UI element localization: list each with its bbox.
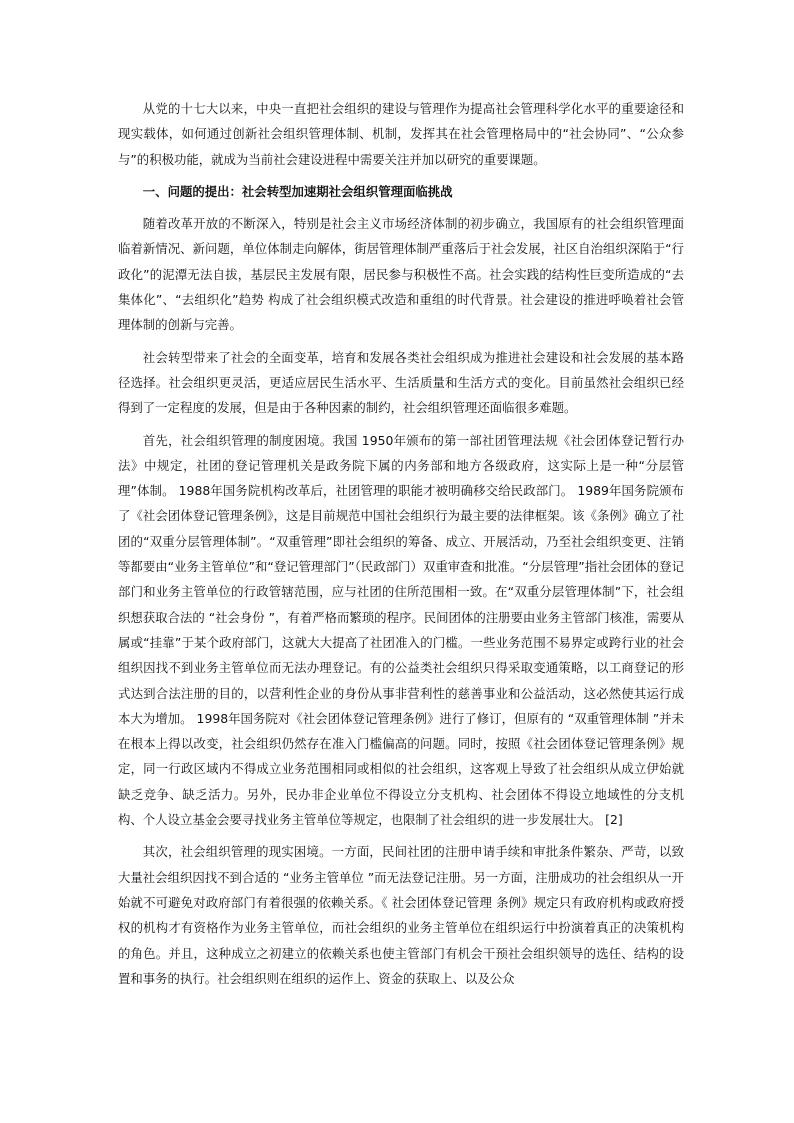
body-paragraph: 其次，社会组织管理的现实困境。一方面，民间社团的注册申请手续和审批条件繁杂、严苛，以致大量社会组织因找不到合适的 “业务主管单位 ”而无法登记注册。另一方面，注册成功的社会组织从一开始就不可避免对政府部门有着很强的依赖关系。《 社会团体登记管理 条例》规定只有政府机构或政府授权的机构才有资格作为业务主管单位，而社会组织的业务主管单位在组织运行中扮演着真正的决策机构的角色。并且，这种成立之初建立的依赖关系也使主管部门有机会干预社会组织领导的选任、结构的设置和事务的执行。社会组织则在组织的运作上、资金的获取上、以及公众	[118, 844, 684, 986]
document-page	[118, 96, 684, 998]
intro-paragraph: 从党的十七大以来，中央一直把社会组织的建设与管理作为提高社会管理科学化水平的重要途径和现实载体，如何通过创新社会组织管理体制、机制，发挥其在社会管理格局中的“社会协同”、“公众参与”的积极功能，就成为当前社会建设进程中需要关注并加以研究的重要课题。	[118, 101, 684, 167]
body-paragraph: 首先，社会组织管理的制度困境。我国 1950年颁布的第一部社团管理法规《社会团体登记暂行办法》中规定，社团的登记管理机关是政务院下属的内务部和地方各级政府，这实际上是一种“分层管理”体制。 1988年国务院机构改革后，社团管理的职能才被明确移交给民政部门。 1989年国务院颁布了《社会团体登记管理条例》，这是目前规范中国社会组织行为最主要的法律框架。该《条例》确立了社团的“双重分层管理体制”。“双重管理”即社会组织的筹备、成立、开展活动，乃至社会组织变更、注销等都要由“业务主管单位”和“登记管理部门”（民政部门）双重审查和批准。“分层管理”指社会团体的登记部门和业务主管单位的行政管辖范围，应与社团的住所范围相一致。在“双重分层管理体制”下，社会组织想获取合法的 “社会身份 ”，有着严格而繁琐的程序。民间团体的注册要由业务主管部门核准，需要从属或“挂靠”于某个政府部门，这就大大提高了社团准入的门槛。一些业务范围不易界定或跨行业的社会组织因找不到业务主管单位而无法办理登记。有的公益类社会组织只得采取变通策略，以工商登记的形式达到合法注册的目的，以营利性企业的身份从事非营利性的慈善事业和公益活动，这必然使其运行成本大为增加。 1998年国务院对《社会团体登记管理条例》进行了修订，但原有的 “双重管理体制 ”并未在根本上得以改变，社会组织仍然存在准入门槛偏高的问题。同时，按照《社会团体登记管理条例》规定，同一行政区域内不得成立业务范围相同或相似的社会组织，这客观上导致了社会组织从成立伊始就缺乏竞争、缺乏活力。另外，民办非企业单位不得设立分支机构、社会团体不得设立地域性的分支机构、个人设立基金会要寻找业务主管单位等规定，也限制了社会组织的进一步发展壮大。 [2]	[118, 432, 684, 828]
body-paragraph: 社会转型带来了社会的全面变革，培育和发展各类社会组织成为推进社会建设和社会发展的基本路径选择。社会组织更灵活，更适应居民生活水平、生活质量和生活方式的变化。目前虽然社会组织已经得到了一定程度的发展，但是由于各种因素的制约，社会组织管理还面临很多难题。	[118, 349, 684, 416]
body-paragraph: 随着改革开放的不断深入，特别是社会主义市场经济体制的初步确立，我国原有的社会组织管理面临着新情况、新问题，单位体制走向解体，街居管理体制严重落后于社会发展，社区自治组织深陷于“行政化”的泥潭无法自拔，基层民主发展有限，居民参与积极性不高。社会实践的结构性巨变所造成的“去集体化”、“去组织化”趋势 构成了社会组织模式改造和重组的时代背景。社会建设的推进呼唤着社会管理体制的创新与完善。	[118, 216, 684, 333]
section-heading: 一、问题的提出：社会转型加速期社会组织管理面临挑战	[142, 183, 453, 199]
